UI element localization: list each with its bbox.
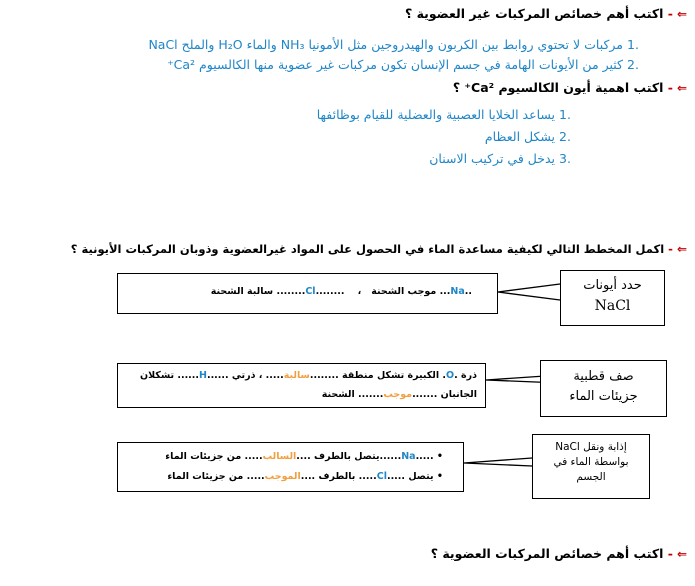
answer-box-polarity — [117, 363, 486, 408]
arrow-icon: ⇐ — [676, 547, 687, 561]
answer-number: 1. — [627, 37, 639, 52]
fill-text: ..... ، ذرتي ...... — [206, 370, 284, 381]
fill-text: ........ سالبة الشحنة — [210, 286, 306, 297]
fill-text: .. — [464, 286, 472, 297]
fill-text: ....... الشحنة — [321, 389, 384, 400]
fill-text: ..... من جزيئات الماء — [165, 451, 263, 462]
dash-mark: - — [663, 80, 673, 95]
ions-answer-line — [211, 286, 472, 297]
answer-na: Na — [401, 451, 416, 462]
answer-box-ions — [117, 273, 498, 314]
dissolve-answer-line-1 — [165, 451, 443, 462]
answer-positive-end: الموجب — [264, 471, 301, 482]
fill-text: ........ — [315, 286, 345, 297]
answer-number: 1. — [559, 107, 571, 122]
dash-mark: - — [664, 242, 673, 256]
arrow-icon: ⇐ — [676, 81, 687, 95]
fill-text: . الكبيرة تشكل منطقة ........ — [309, 370, 447, 381]
answer-number: 2. — [627, 57, 639, 72]
fill-text: • ..... — [415, 451, 443, 462]
callout-2-line-2: جزيئات الماء — [569, 389, 638, 404]
question-4-title — [431, 546, 687, 561]
question-4-text: اكتب أهم خصائص المركبات العضوية ؟ — [430, 546, 664, 561]
fill-text: ، — [354, 286, 362, 297]
answer-negative-end: السالب — [262, 451, 297, 462]
callout-identify-ions — [560, 270, 665, 326]
callout-3-line-1: إذابة ونقل NaCl — [555, 441, 627, 453]
answer-text: كثير من الأيونات الهامة في جسم الإنسان تكون مركبات غير عضوية منها الكالسيوم Ca²⁺ — [167, 57, 624, 72]
answer-cl: Cl — [376, 471, 387, 482]
question-3-text: اكمل المخطط التالي لكيفية مساعدة الماء في الحصول على المواد غيرالعضوية وذوبان المركبات الأيونية ؟ — [70, 242, 665, 256]
answer-na: Na — [450, 286, 465, 297]
answer-text: يدخل في تركيب الاسنان — [429, 151, 556, 166]
fill-text: ذرة . — [454, 370, 477, 381]
answer-positive: موجب — [383, 389, 413, 400]
arrow-icon: ⇐ — [676, 242, 687, 256]
fill-text: • يتصل ..... — [386, 471, 443, 482]
question-2-text: اكتب اهمية أيون الكالسيوم Ca²⁺ ؟ — [452, 80, 664, 95]
answer-text: يساعد الخلايا العصبية والعضلية للقيام بوظائفها — [316, 107, 556, 122]
callout-2-line-1: صف قطبية — [573, 369, 634, 384]
callout-1-line-2: NaCl — [594, 298, 631, 314]
dissolve-answer-line-2 — [167, 471, 443, 482]
answer-number: 3. — [559, 151, 571, 166]
answer-box-dissolve — [117, 442, 464, 492]
polarity-answer-line-2 — [322, 389, 477, 400]
callout-water-polarity — [540, 360, 667, 417]
callout-1-line-1: حدد أيونات — [583, 278, 642, 293]
callout-dissolve-nacl — [532, 434, 650, 499]
dash-mark: - — [663, 6, 673, 21]
answer-cl: Cl — [305, 286, 316, 297]
fill-text: ...... تشكلان — [139, 370, 200, 381]
answer-text: يشكل العظام — [484, 129, 556, 144]
fill-text: ......يتصل بالطرف .... — [296, 451, 402, 462]
fill-text: ..... بالطرف .... — [300, 471, 377, 482]
answer-number: 2. — [559, 129, 571, 144]
question-1-text: اكتب أهم خصائص المركبات غير العضوية ؟ — [404, 6, 664, 21]
polarity-answer-line-1 — [140, 370, 477, 381]
answer-o: O — [446, 370, 455, 381]
callout-3-line-2: بواسطة الماء في — [553, 456, 629, 468]
fill-text: الجانبان ....... — [412, 389, 477, 400]
fill-text: ..... من جزيئات الماء — [167, 471, 265, 482]
answer-negative: سالبة — [283, 370, 310, 381]
answer-h: H — [199, 370, 207, 381]
fill-text: ... موجب الشحنة — [371, 286, 451, 297]
arrow-icon: ⇐ — [676, 7, 687, 21]
dash-mark: - — [663, 546, 673, 561]
callout-3-line-3: الجسم — [576, 471, 606, 483]
answer-text: مركبات لا تحتوي روابط بين الكربون والهيدروجين مثل الأمونيا NH₃ والماء H₂O والملح NaCl — [148, 37, 624, 52]
